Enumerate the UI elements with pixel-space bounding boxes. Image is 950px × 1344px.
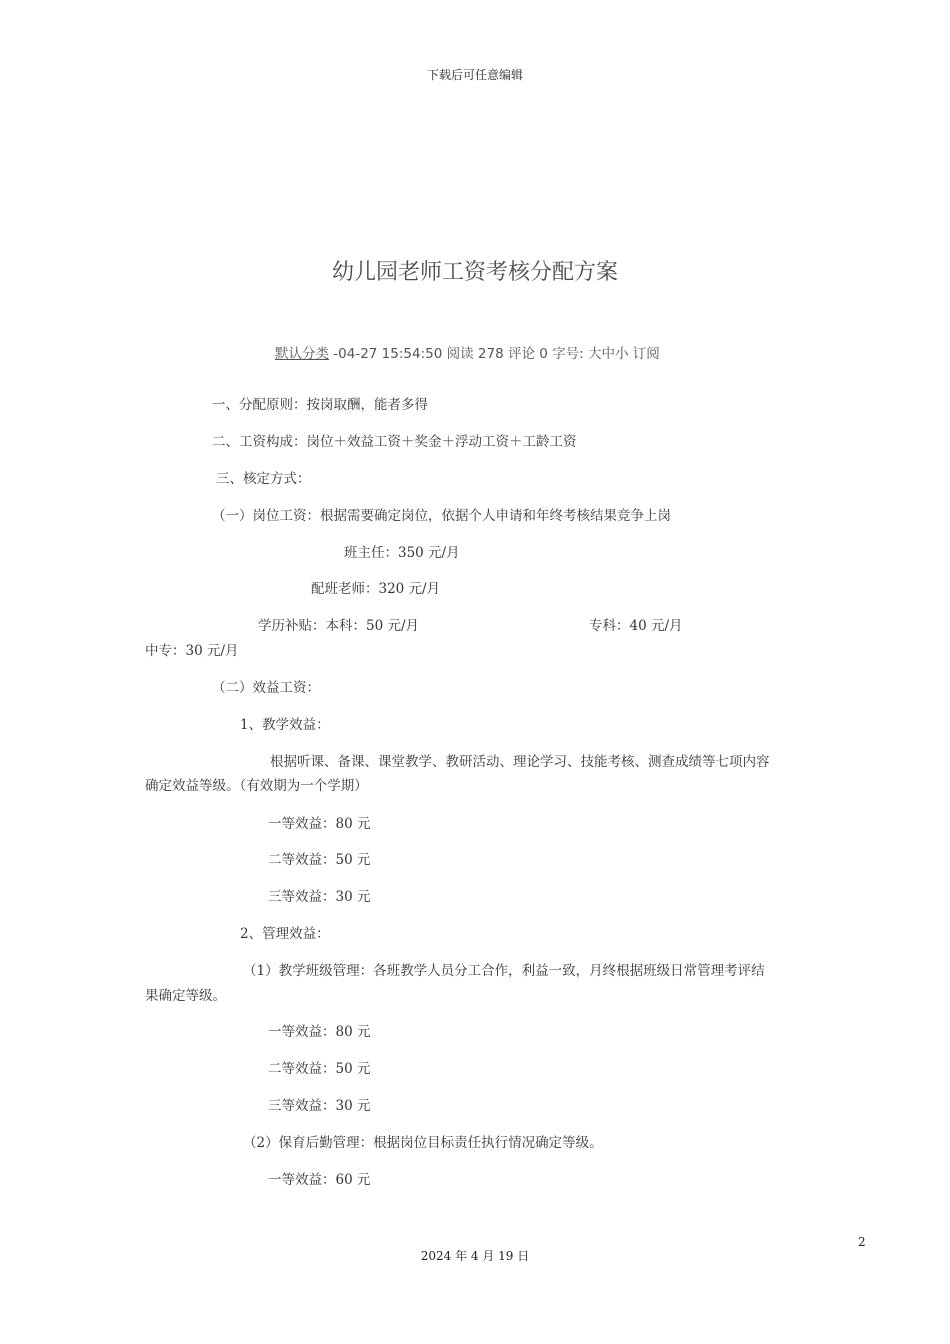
paragraph: 2、管理效益：: [240, 926, 330, 942]
page-footer-date: 2024 年 4 月 19 日: [420, 1249, 530, 1263]
paragraph: 一等效益：60 元: [268, 1172, 371, 1188]
meta-line: [275, 345, 660, 363]
paragraph: （二）效益工资：: [212, 680, 320, 696]
paragraph: （一）岗位工资：根据需要确定岗位，依据个人申请和年终考核结果竞争上岗: [212, 508, 671, 524]
page-number: 2: [858, 1235, 866, 1249]
paragraph: 班主任：350 元/月: [344, 545, 460, 561]
meta-info: -04-27 15:54:50 阅读 278 评论 0 字号: 大中小 订阅: [329, 346, 660, 362]
paragraph: （2）保育后勤管理：根据岗位目标责任执行情况确定等级。: [243, 1135, 603, 1151]
paragraph: 专科：40 元/月: [589, 618, 683, 634]
paragraph: 一等效益：80 元: [268, 1024, 371, 1040]
paragraph: （1）教学班级管理：各班教学人员分工合作，利益一致，月终根据班级日常管理考评结: [243, 963, 765, 979]
paragraph: 三、核定方式：: [216, 471, 311, 487]
paragraph: 确定效益等级。（有效期为一个学期）: [145, 778, 368, 794]
paragraph: 三等效益：30 元: [268, 1098, 371, 1114]
paragraph: 二等效益：50 元: [268, 852, 371, 868]
paragraph: 二、工资构成：岗位＋效益工资＋奖金＋浮动工资＋工龄工资: [212, 434, 577, 450]
paragraph: 果确定等级。: [145, 988, 226, 1004]
page-header: 下载后可任意编辑: [426, 68, 523, 82]
paragraph: 三等效益：30 元: [268, 889, 371, 905]
paragraph: 中专：30 元/月: [145, 643, 239, 659]
paragraph: 配班老师：320 元/月: [311, 581, 441, 597]
category-link[interactable]: 默认分类: [275, 346, 329, 362]
paragraph: 根据听课、备课、课堂教学、教研活动、理论学习、技能考核、测查成绩等七项内容: [270, 754, 770, 770]
paragraph: 一等效益：80 元: [268, 816, 371, 832]
paragraph: 学历补贴：本科：50 元/月: [258, 618, 420, 634]
paragraph: 二等效益：50 元: [268, 1061, 371, 1077]
paragraph: 一、分配原则：按岗取酬，能者多得: [212, 397, 428, 413]
paragraph: 1、教学效益：: [240, 717, 330, 733]
document-title: 幼儿园老师工资考核分配方案: [331, 260, 618, 285]
